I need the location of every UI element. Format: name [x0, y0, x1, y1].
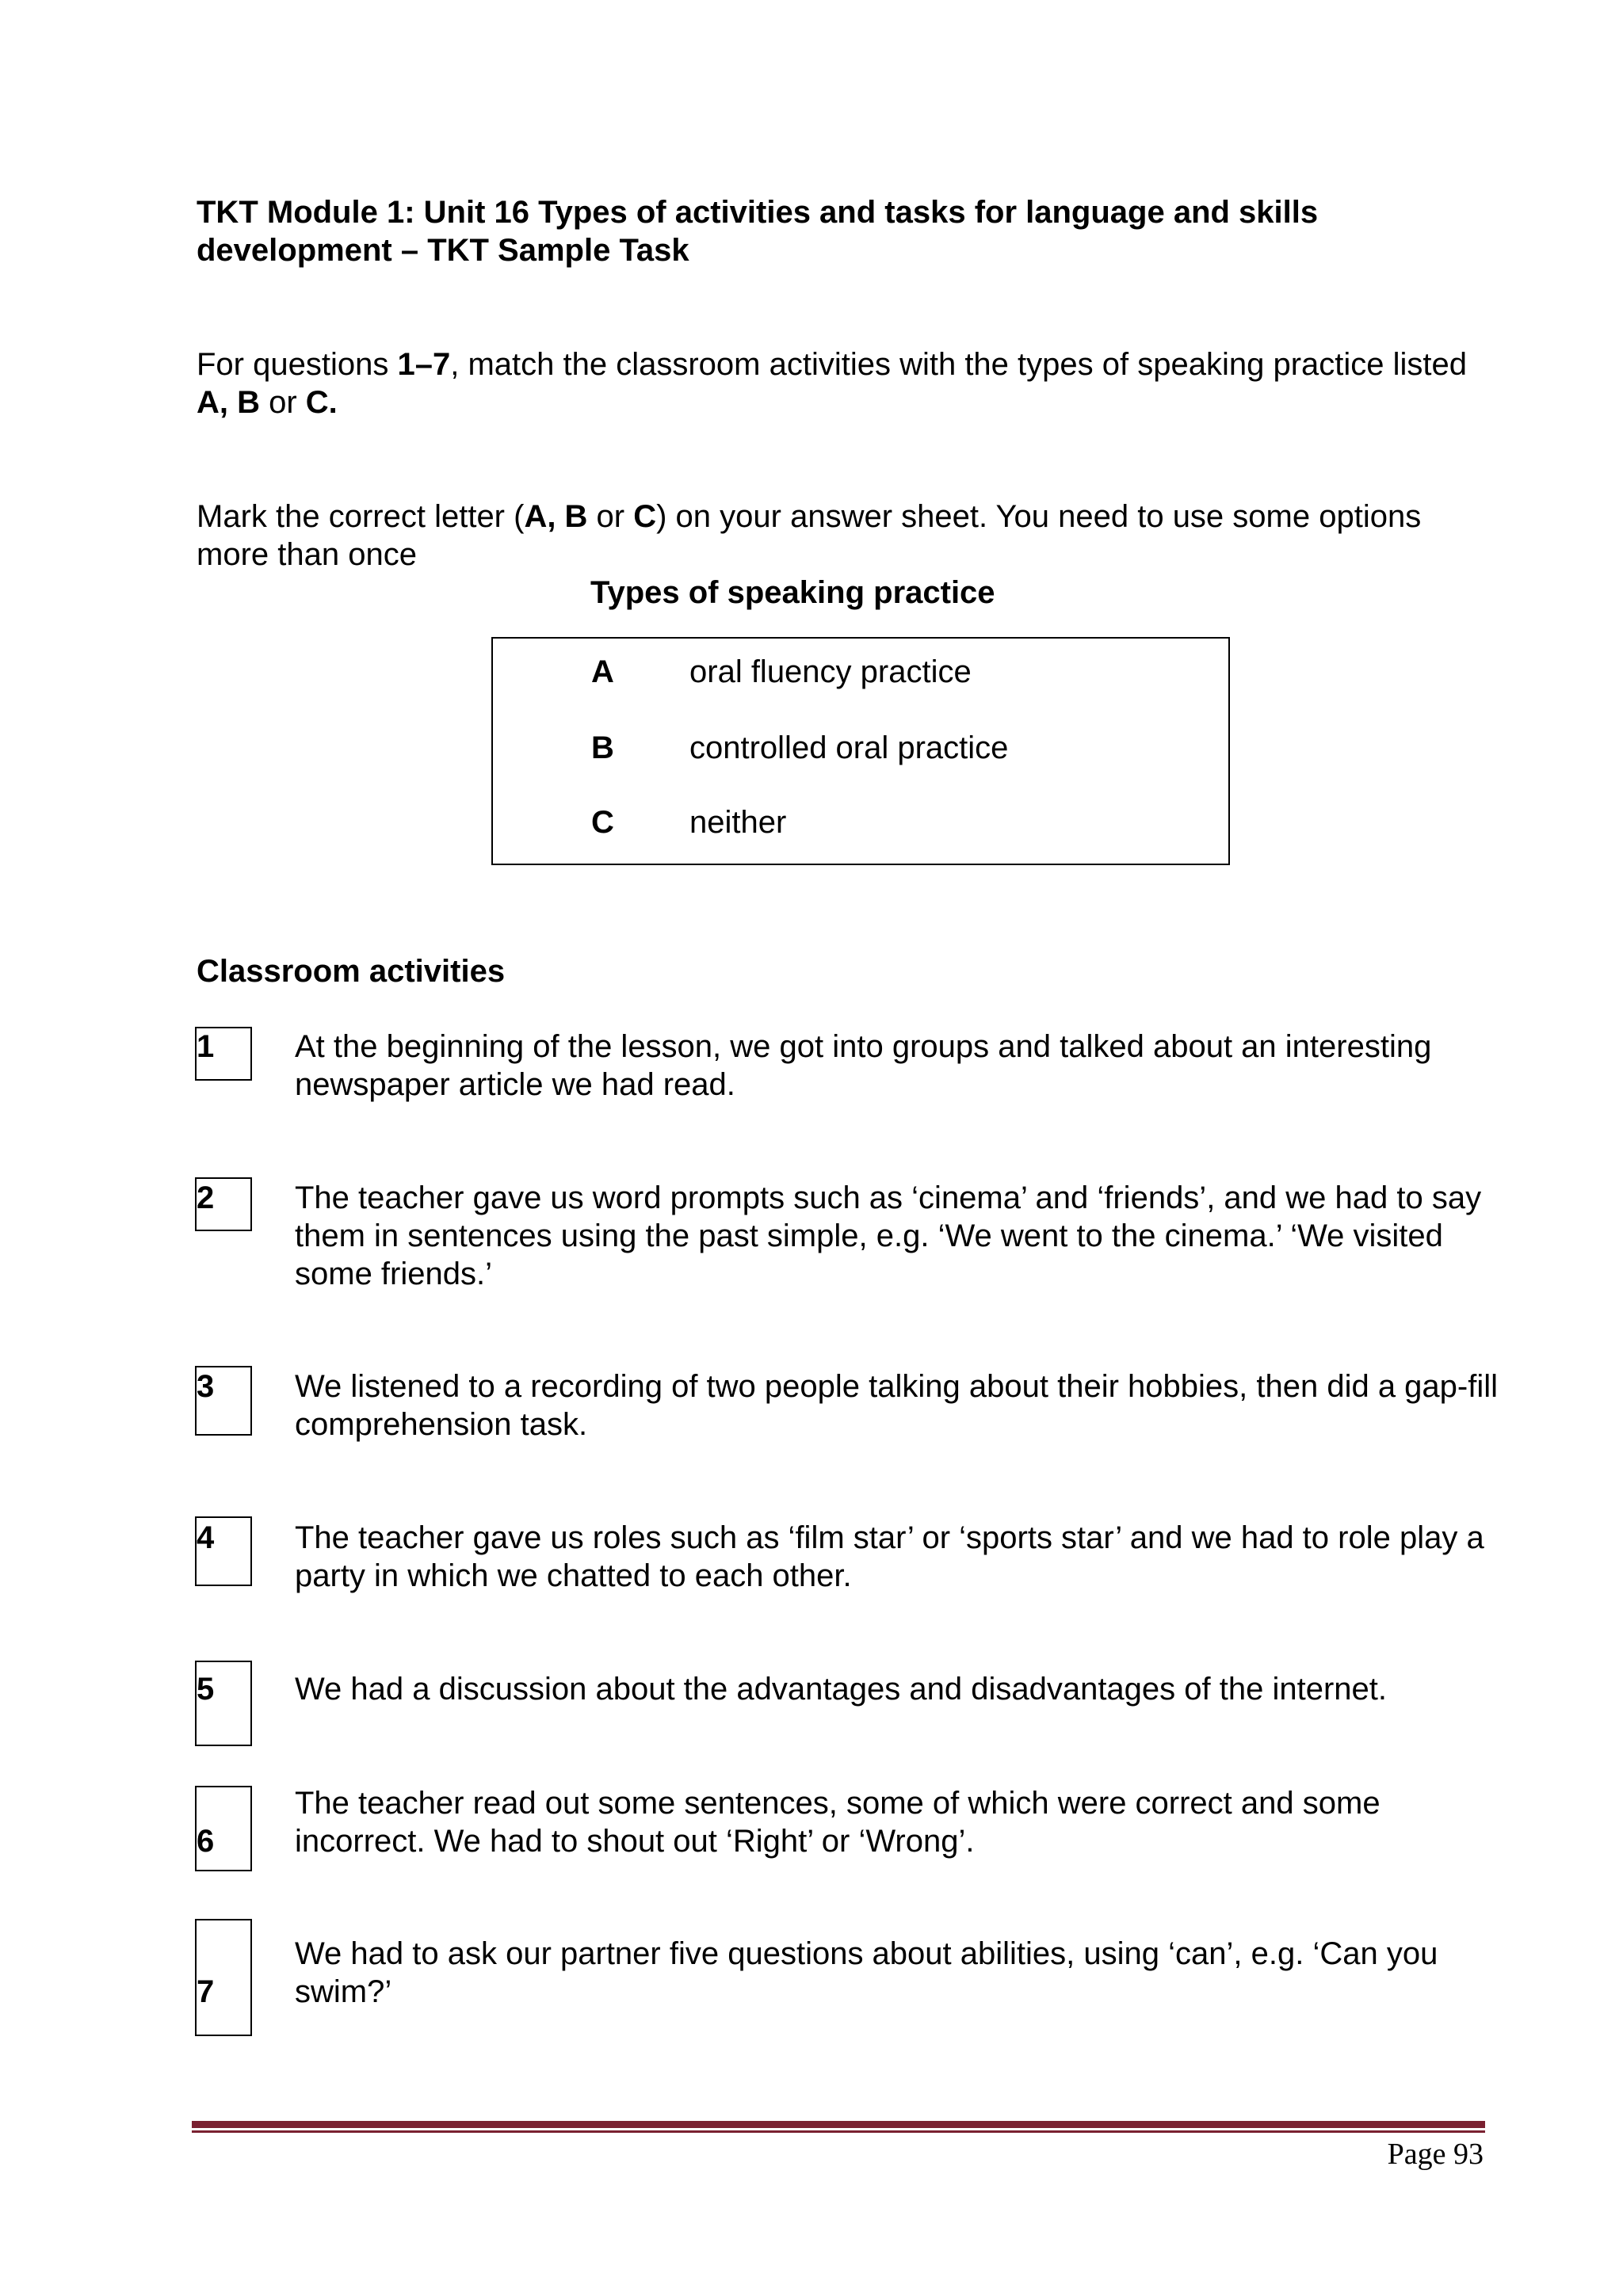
instruction-bold: A, B: [197, 385, 260, 420]
activity-text: The teacher gave us word prompts such as ‘cinema’ and ‘friends’, and we had to say them in sentences using the past simple, e.g. ‘We went to the cinema.’ ‘We visited some friends.’: [295, 1180, 1482, 1291]
instruction-bold: C: [633, 499, 657, 534]
activity-number: 6: [197, 1824, 215, 1859]
activity-number: 5: [197, 1672, 215, 1707]
activity-number: 7: [197, 1974, 215, 2009]
instruction-text: Mark the correct letter (: [197, 499, 525, 534]
option-letter: A: [591, 654, 614, 689]
page-number: Page 93: [1387, 2138, 1484, 2171]
instruction-text: For questions: [197, 347, 398, 382]
option-row: [493, 729, 1228, 767]
option-row: [493, 803, 1228, 841]
activity-text: The teacher read out some sentences, some of which were correct and some incorrect. We had to shout out ‘Right’ or ‘Wrong’.: [295, 1786, 1381, 1859]
activity-number: 4: [197, 1520, 215, 1555]
instruction-text: or: [587, 499, 634, 534]
activity-number: 2: [197, 1180, 215, 1215]
instruction-paragraph-1: [197, 345, 1496, 421]
instruction-text: or: [260, 385, 306, 420]
instruction-paragraph-2: [197, 498, 1496, 574]
instruction-text: ) on your answer sheet. You need to use some options more than once: [197, 499, 1422, 572]
activity-text: We had a discussion about the advantages and disadvantages of the internet.: [295, 1672, 1388, 1707]
activity-text: At the beginning of the lesson, we got into groups and talked about an interesting newspaper article we had read.: [295, 1029, 1432, 1102]
footer-rule-thin: [192, 2130, 1485, 2133]
types-heading: Types of speaking practice: [590, 575, 995, 610]
page-title: TKT Module 1: Unit 16 Types of activities and tasks for language and skills development – TKT Sample Task: [197, 195, 1319, 268]
instruction-bold: A, B: [524, 499, 588, 534]
activity-text: We listened to a recording of two people talking about their hobbies, then did a gap-fill comprehension task.: [295, 1369, 1499, 1442]
option-text: controlled oral practice: [689, 730, 1009, 765]
activity-text: We had to ask our partner five questions about abilities, using ‘can’, e.g. ‘Can you swim?’: [295, 1936, 1438, 2009]
option-letter: B: [591, 730, 614, 765]
options-box: [491, 637, 1230, 865]
activity-number: 1: [197, 1029, 215, 1064]
activity-text: The teacher gave us roles such as ‘film star’ or ‘sports star’ and we had to role play a party in which we chatted to each other.: [295, 1520, 1484, 1593]
instruction-bold: C.: [305, 385, 338, 420]
footer-rule: [192, 2121, 1485, 2128]
option-row: [493, 653, 1228, 691]
activities-heading: Classroom activities: [197, 954, 506, 989]
instruction-bold: 1–7: [397, 347, 451, 382]
instruction-text: , match the classroom activities with the types of speaking practice listed: [450, 347, 1468, 382]
option-letter: C: [591, 805, 614, 840]
activity-number: 3: [197, 1369, 215, 1404]
option-text: oral fluency practice: [689, 654, 972, 689]
option-text: neither: [689, 805, 787, 840]
